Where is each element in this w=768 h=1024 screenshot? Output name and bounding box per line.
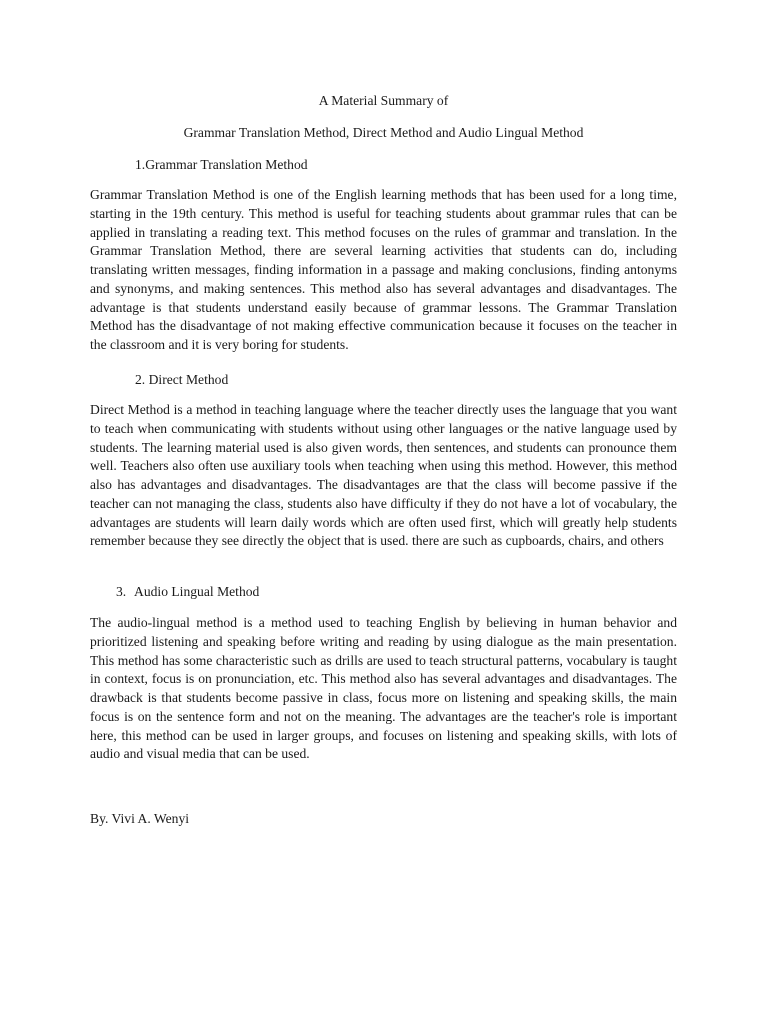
document-title: A Material Summary of — [318, 93, 449, 108]
section-heading-direct-method: 2. Direct Method — [135, 372, 229, 387]
document-subtitle: Grammar Translation Method, Direct Method and Audio Lingual Method — [183, 125, 584, 140]
section-heading-label: Audio Lingual Method — [134, 584, 260, 599]
section-body-direct-method: Direct Method is a method in teaching language where the teacher directly uses the language that you want to teach when communicating with students without using other languages or the native language used by students. The learning material used is also given words, then sentences, and students can pronounce them well. Teachers also often use auxiliary tools when teaching when using this method. However, this method also has advantages and disadvantages. The disadvantages are that the class will become passive if the teacher can not managing the class, students also have difficulty if they do not have a lot of vocabulary, the advantages are students will learn daily words which are often used first, which will greatly help students remember because they see directly the object that is used. there are such as cupboards, chairs, and others — [90, 402, 677, 549]
section-body-audio-lingual: The audio-lingual method is a method used to teaching English by believing in human behavior and prioritized listening and speaking before writing and reading by using dialogue as the main presentation. This method has some characteristic such as drills are used to teach structural patterns, vocabulary is taught in context, focus is on pronunciation, etc. This method also has several advantages and disadvantages. The drawback is that students become passive in class, focus more on listening and speaking skills, the main focus is on the sentence form and not on the meaning. The advantages are the teacher's role is important here, this method can be used in larger groups, and focuses on listening and speaking skills, with lots of audio and visual media that can be used. — [90, 615, 677, 762]
section-heading-grammar-translation: 1.Grammar Translation Method — [135, 157, 308, 172]
section-heading-audio-lingual — [116, 583, 259, 601]
section-body-grammar-translation: Grammar Translation Method is one of the English learning methods that has been used for a long time, starting in the 19th century. This method is useful for teaching students about grammar rules that can be applied in translating a reading text. This method focuses on the rules of grammar and translation. In the Grammar Translation Method, there are several learning activities that students can do, including translating written messages, finding information in a passage and making conclusions, finding antonyms and synonyms, and making sentences. This method also has several advantages and disadvantages. The advantage is that students understand easily because of grammar lessons. The Grammar Translation Method has the disadvantage of not making effective communication because it focuses on the teacher in the classroom and it is very boring for students. — [90, 187, 677, 352]
author-signature: By. Vivi A. Wenyi — [90, 811, 190, 826]
section-number: 3. — [116, 584, 127, 599]
